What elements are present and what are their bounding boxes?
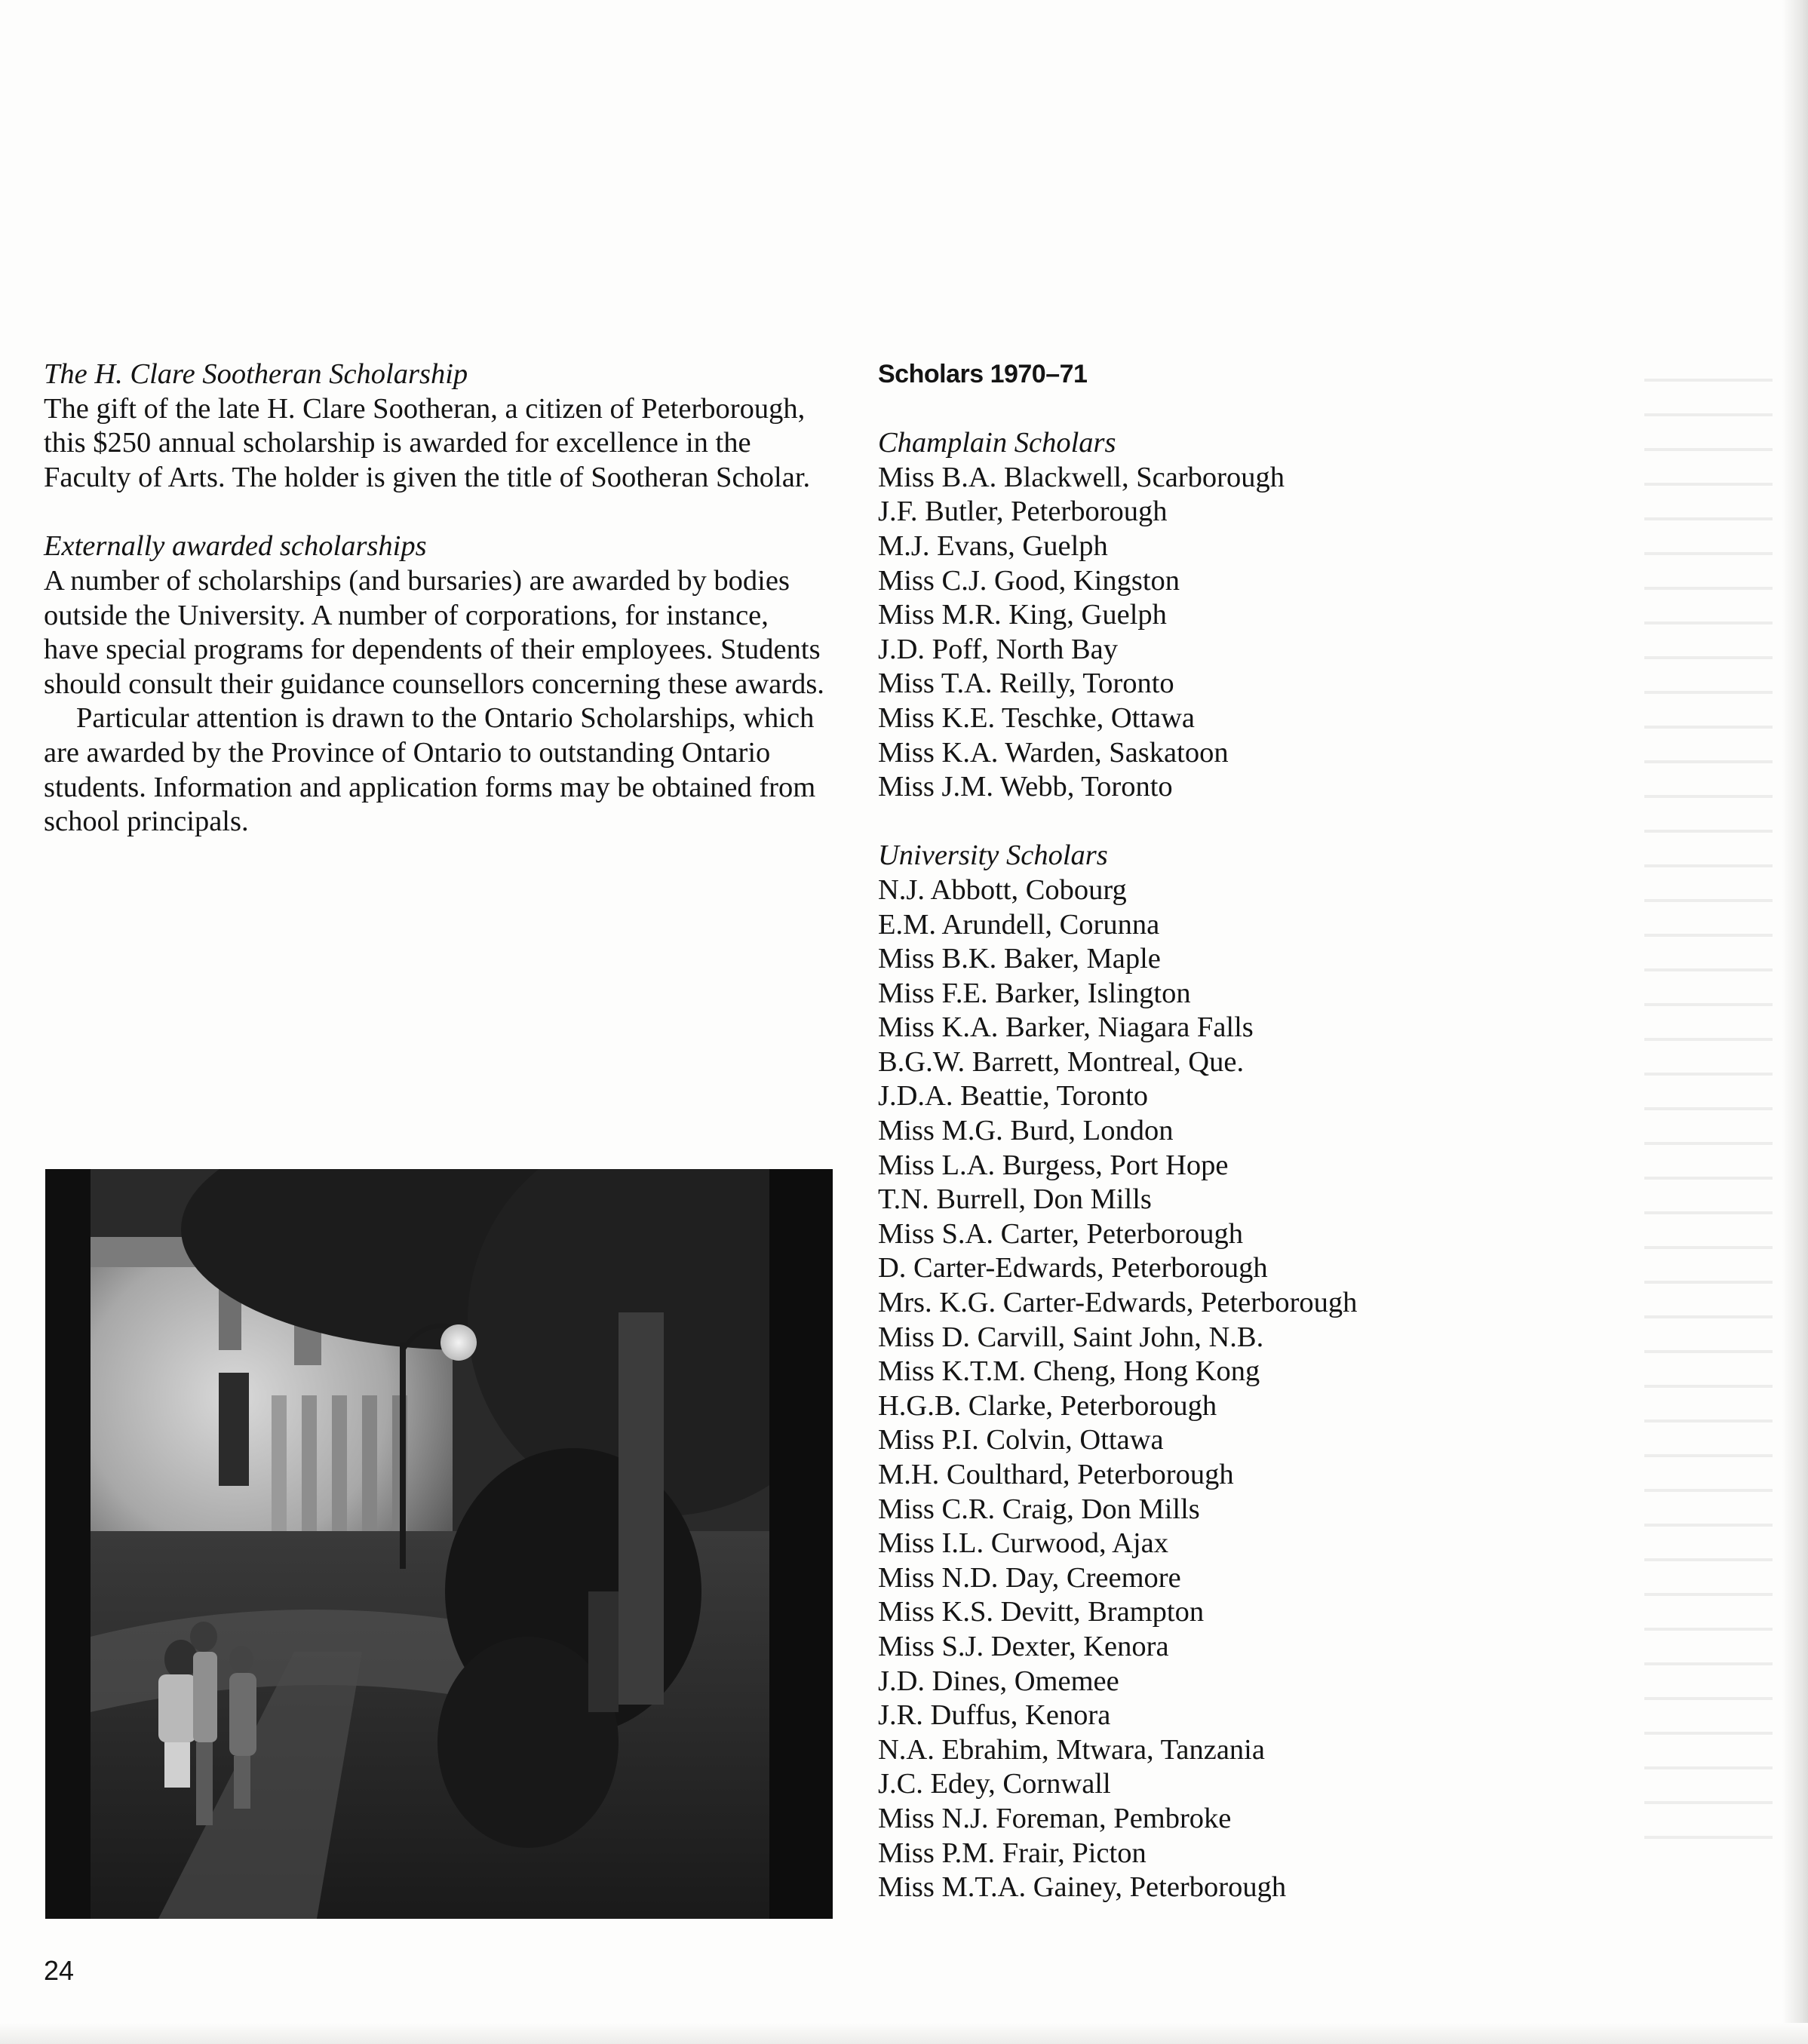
scholar-entry: Miss I.L. Curwood, Ajax	[878, 1527, 1168, 1560]
scholar-entry: Miss C.R. Craig, Don Mills	[878, 1493, 1200, 1525]
sootheran-body: The gift of the late H. Clare Sootheran, a citizen of Peterborough, this $250 annual scholarship is awarded for excellence in the Faculty of Arts. The holder is given the title of Sootheran Scholar.	[44, 392, 811, 493]
scholar-entry: Miss B.K. Baker, Maple	[878, 943, 1161, 975]
scholar-entry: Miss L.A. Burgess, Port Hope	[878, 1149, 1229, 1181]
external-body-2: Particular attention is drawn to the Ontario Scholarships, which are awarded by the Province of Ontario to outstanding Ontario students. Information and application forms may be obtained from school principals.	[44, 702, 816, 838]
scholar-entry: Miss M.T.A. Gainey, Peterborough	[878, 1871, 1287, 1904]
scholar-entry: Miss K.T.M. Cheng, Hong Kong	[878, 1355, 1260, 1388]
external-heading: Externally awarded scholarships	[44, 530, 427, 563]
right-column	[878, 358, 1768, 1905]
left-column	[44, 358, 828, 839]
scholar-entry: Miss P.I. Colvin, Ottawa	[878, 1424, 1164, 1456]
scholar-entry: Miss S.A. Carter, Peterborough	[878, 1217, 1243, 1250]
scholar-entry: Miss D. Carvill, Saint John, N.B.	[878, 1321, 1264, 1353]
scholar-entry: Miss K.E. Teschke, Ottawa	[878, 701, 1196, 734]
scholar-entry: M.J. Evans, Guelph	[878, 529, 1108, 562]
scholar-entry: Miss M.G. Burd, London	[878, 1115, 1174, 1147]
spacer	[878, 392, 1768, 427]
scholar-entry: Miss C.J. Good, Kingston	[878, 564, 1180, 597]
scholar-entry: T.N. Burrell, Don Mills	[878, 1183, 1152, 1216]
page-edge	[0, 2023, 1808, 2044]
scholar-entry: Miss J.M. Webb, Toronto	[878, 771, 1173, 803]
university-heading: University Scholars	[878, 839, 1108, 872]
scholar-entry: Miss M.R. King, Guelph	[878, 599, 1167, 631]
spacer	[878, 805, 1768, 839]
scholars-heading: Scholars 1970–71	[878, 360, 1088, 388]
scholar-entry: B.G.W. Barrett, Montreal, Que.	[878, 1045, 1245, 1078]
champlain-list	[878, 461, 1768, 805]
scholar-entry: J.R. Duffus, Kenora	[878, 1699, 1111, 1732]
scholar-entry: Miss K.A. Barker, Niagara Falls	[878, 1011, 1254, 1044]
scholar-entry: J.D. Poff, North Bay	[878, 633, 1118, 665]
scholar-entry: M.H. Coulthard, Peterborough	[878, 1459, 1234, 1490]
scholar-entry: Miss K.A. Warden, Saskatoon	[878, 736, 1229, 769]
page-number: 24	[44, 1955, 75, 1986]
scholar-entry: Miss N.J. Foreman, Pembroke	[878, 1802, 1232, 1834]
scholar-entry: H.G.B. Clarke, Peterborough	[878, 1389, 1217, 1422]
scholar-entry: Miss T.A. Reilly, Toronto	[878, 668, 1174, 700]
scholar-entry: E.M. Arundell, Corunna	[878, 908, 1160, 941]
scholar-entry: N.A. Ebrahim, Mtwara, Tanzania	[878, 1733, 1265, 1766]
external-body-1: A number of scholarships (and bursaries) are awarded by bodies outside the University. A number of corporations, for instance, have special programs for dependents of their employees. Students should consult their guidance counsellors concerning these awards.	[44, 564, 824, 700]
scholar-entry: Miss S.J. Dexter, Kenora	[878, 1630, 1169, 1662]
sootheran-heading: The H. Clare Sootheran Scholarship	[44, 358, 468, 390]
scholar-entry: J.D. Dines, Omemee	[878, 1665, 1119, 1697]
scholar-entry: N.J. Abbott, Cobourg	[878, 873, 1127, 906]
scholar-entry: J.D.A. Beattie, Toronto	[878, 1080, 1149, 1113]
scholar-entry: Mrs. K.G. Carter-Edwards, Peterborough	[878, 1287, 1358, 1319]
scholar-entry: Miss B.A. Blackwell, Scarborough	[878, 461, 1285, 493]
university-list	[878, 873, 1768, 1905]
scholar-entry: D. Carter-Edwards, Peterborough	[878, 1252, 1268, 1284]
campus-photo	[45, 1169, 833, 1919]
scholar-entry: J.C. Edey, Cornwall	[878, 1768, 1111, 1800]
champlain-heading: Champlain Scholars	[878, 427, 1116, 459]
scholar-entry: J.F. Butler, Peterborough	[878, 496, 1168, 528]
scholar-entry: Miss F.E. Barker, Islington	[878, 977, 1191, 1009]
scholar-entry: Miss N.D. Day, Creemore	[878, 1561, 1181, 1594]
scholar-entry: Miss P.M. Frair, Picton	[878, 1837, 1146, 1869]
page-shadow	[1782, 0, 1808, 2044]
scholar-entry: Miss K.S. Devitt, Brampton	[878, 1596, 1205, 1628]
